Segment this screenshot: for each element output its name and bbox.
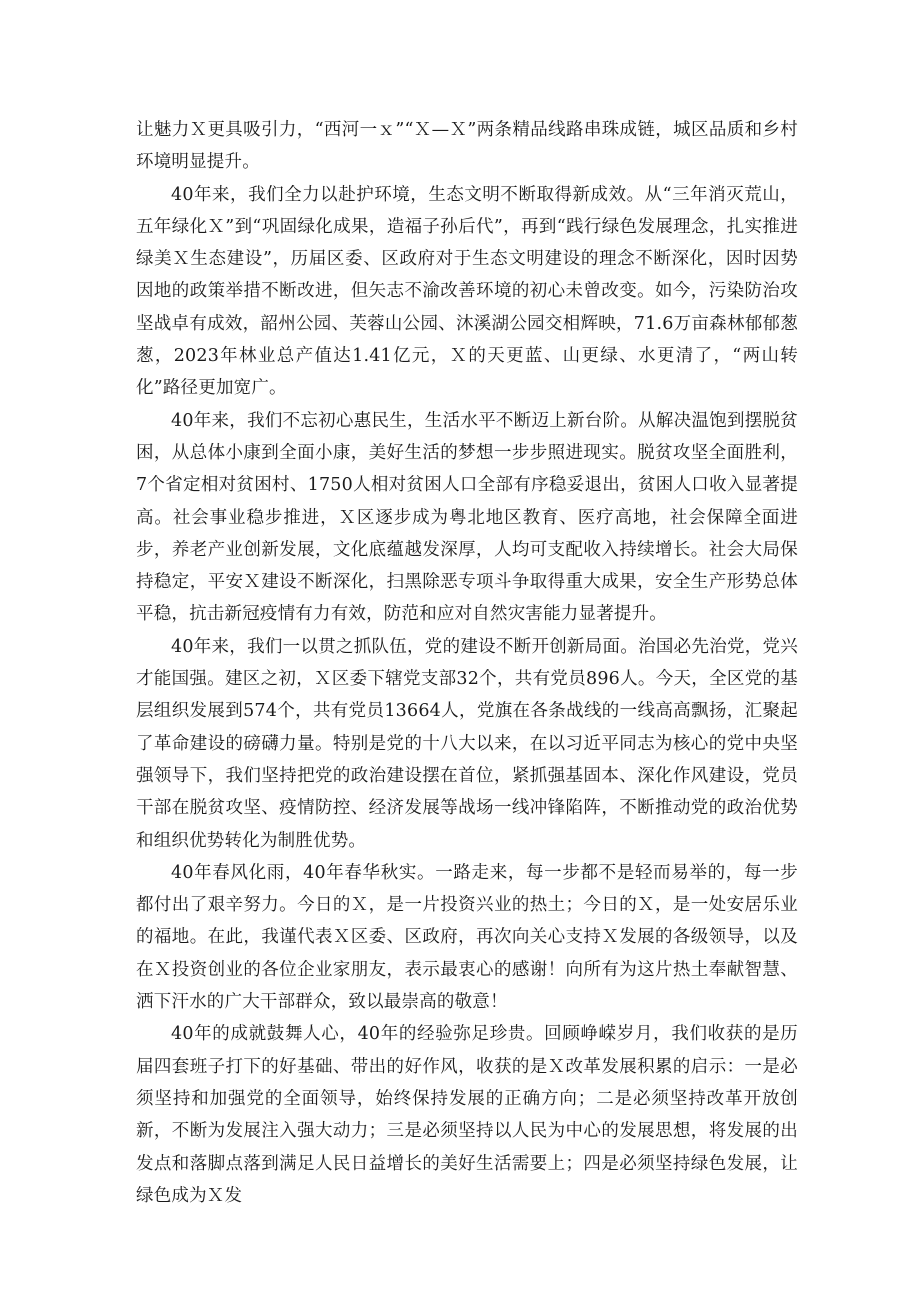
paragraph-continuation: 让魅力Ｘ更具吸引力，“西河一ｘ”“Ｘ—Ｘ”两条精品线路串珠成链，城区品质和乡村环境明显提升。 bbox=[136, 120, 798, 173]
paragraph-gratitude: 40年春风化雨，40年春华秋实。一路走来，每一步都不是轻而易举的，每一步都付出了艰辛努力。今日的Ｘ，是一片投资兴业的热土；今日的Ｘ，是一处安居乐业的福地。在此，我谨代表Ｘ区委、区政府，再次向关心支持Ｘ发展的各级领导，以及在Ｘ投资创业的各位企业家朋友，表示最衷心的感谢！向所有为这片热土奉献智慧、洒下汗水的广大干部群众，致以最崇高的敬意！ bbox=[136, 862, 798, 1013]
document-body bbox=[136, 114, 798, 1212]
paragraph-party-building: 40年来，我们一以贯之抓队伍，党的建设不断开创新局面。治国必先治党，党兴才能国强。建区之初，Ｘ区委下辖党支部32个，共有党员896人。今天，全区党的基层组织发展到574个，共有党员13664人，党旗在各条战线的一线高高飘扬，汇聚起了革命建设的磅礴力量。特别是党的十八大以来，在以习近平同志为核心的党中央坚强领导下，我们坚持把党的政治建设摆在首位，紧抓强基固本、深化作风建设，党员干部在脱贫攻坚、疫情防控、经济发展等战场一线冲锋陷阵，不断推动党的政治优势和组织优势转化为制胜优势。 bbox=[136, 636, 798, 851]
paragraph-livelihood: 40年来，我们不忘初心惠民生，生活水平不断迈上新台阶。从解决温饱到摆脱贫困，从总体小康到全面小康，美好生活的梦想一步步照进现实。脱贫攻坚全面胜利，7个省定相对贫困村、1750人相对贫困人口全部有序稳妥退出，贫困人口收入显著提高。社会事业稳步推进，Ｘ区逐步成为粤北地区教育、医疗高地，社会保障全面进步，养老产业创新发展，文化底蕴越发深厚，人均可支配收入持续增长。社会大局保持稳定，平安Ｘ建设不断深化，扫黑除恶专项斗争取得重大成果，安全生产形势总体平稳，抗击新冠疫情有力有效，防范和应对自然灾害能力显著提升。 bbox=[136, 410, 798, 625]
paragraph-ecology: 40年来，我们全力以赴护环境，生态文明不断取得新成效。从“三年消灭荒山，五年绿化Ｘ”到“巩固绿化成果，造福子孙后代”，再到“践行绿色发展理念，扎实推进绿美Ｘ生态建设”，历届区委、区政府对于生态文明建设的理念不断深化，因时因势因地的政策举措不断改进，但矢志不渝改善环境的初心未曾改变。如今，污染防治攻坚战卓有成效，韶州公园、芙蓉山公园、沐溪湖公园交相辉映，71.6万亩森林郁郁葱葱，2023年林业总产值达1.41亿元，Ｘ的天更蓝、山更绿、水更清了，“两山转化”路径更加宽广。 bbox=[136, 184, 798, 399]
paragraph-experience: 40年的成就鼓舞人心，40年的经验弥足珍贵。回顾峥嵘岁月，我们收获的是历届四套班子打下的好基础、带出的好作风，收获的是Ｘ改革发展积累的启示：一是必须坚持和加强党的全面领导，始终保持发展的正确方向；二是必须坚持改革开放创新，不断为发展注入强大动力；三是必须坚持以人民为中心的发展思想，将发展的出发点和落脚点落到满足人民日益增长的美好生活需要上；四是必须坚持绿色发展，让绿色成为Ｘ发 bbox=[136, 1024, 798, 1206]
